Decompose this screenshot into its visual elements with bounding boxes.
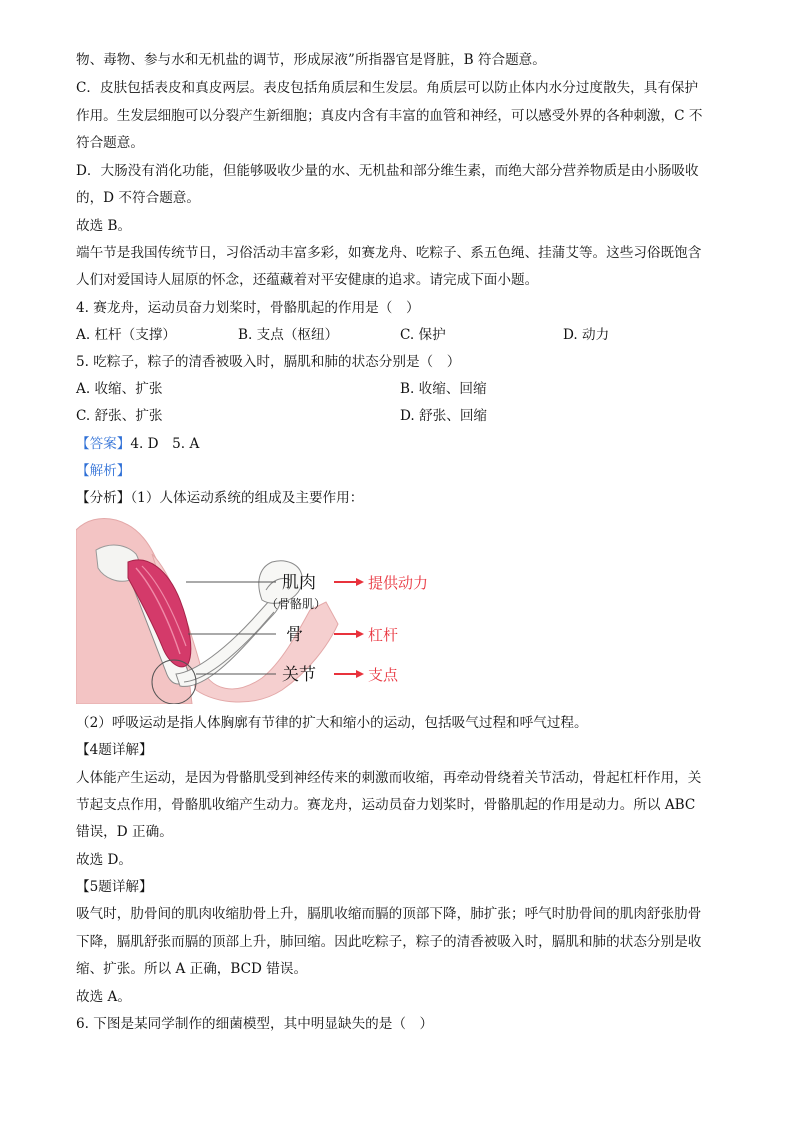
arrow-icon [334, 670, 364, 678]
joint-role-label: 支点 [368, 666, 399, 684]
arrow-icon [334, 578, 364, 586]
text-line: 故选 A。 [76, 989, 131, 1005]
answer-tag: 【答案】 [76, 436, 131, 452]
bone-label: 骨 [286, 625, 303, 645]
muscle-role-label: 提供动力 [368, 574, 429, 592]
arm-movement-diagram [76, 514, 456, 704]
text-line: 缩、扩张。所以 A 正确，BCD 错误。 [76, 961, 308, 977]
answer-line [76, 434, 199, 454]
text-line: 符合题意。 [76, 135, 144, 151]
text-line: 错误，D 正确。 [76, 824, 173, 840]
q5-option-b: B. 收缩、回缩 [400, 381, 487, 397]
text-line: 人们对爱国诗人屈原的怀念，还蕴藏着对平安健康的追求。请完成下面小题。 [76, 272, 539, 288]
text-line: 吸气时，肋骨间的肌肉收缩肋骨上升，膈肌收缩而膈的顶部下降，肺扩张；呼气时肋骨间的肌肉舒张肋骨 [76, 906, 702, 922]
q4-option-c: C. 保护 [400, 327, 446, 343]
text-line: 的，D 不符合题意。 [76, 190, 200, 206]
text-line: 端午节是我国传统节日，习俗活动丰富多彩，如赛龙舟、吃粽子、系五色绳、挂蒲艾等。这些习俗既饱含 [76, 245, 702, 261]
q5-option-a: A. 收缩、扩张 [76, 381, 163, 397]
question-6-stem: 6. 下图是某同学制作的细菌模型，其中明显缺失的是（ ） [76, 1016, 434, 1032]
section-heading: 【4题详解】 [76, 742, 153, 758]
text-line: （2）呼吸运动是指人体胸廓有节律的扩大和缩小的运动，包括吸气过程和呼气过程。 [76, 715, 588, 731]
q5-option-d: D. 舒张、回缩 [400, 408, 488, 424]
text-line: 故选 B。 [76, 218, 132, 234]
bone-role-label: 杠杆 [368, 626, 399, 644]
arrow-icon [334, 630, 364, 638]
q4-option-b: B. 支点（枢纽） [238, 327, 339, 343]
text-line: 节起支点作用，骨骼肌收缩产生动力。赛龙舟，运动员奋力划桨时，骨骼肌起的作用是动力。所以 ABC [76, 797, 696, 813]
q5-option-c: C. 舒张、扩张 [76, 408, 163, 424]
text-line: 下降，膈肌舒张而膈的顶部上升，肺回缩。因此吃粽子，粽子的清香被吸入时，膈肌和肺的状态分别是收 [76, 934, 702, 950]
text-line: C．皮肤包括表皮和真皮两层。表皮包括角质层和生发层。角质层可以防止体内水分过度散失，具有保护 [76, 80, 699, 96]
text-line: 故选 D。 [76, 852, 133, 868]
text-line: 作用。生发层细胞可以分裂产生新细胞；真皮内含有丰富的血管和神经，可以感受外界的各种刺激，C 不 [76, 108, 703, 124]
text-line: 人体能产生运动，是因为骨骼肌受到神经传来的刺激而收缩，再牵动骨绕着关节活动，骨起杠杆作用，关 [76, 770, 702, 786]
section-heading: 【5题详解】 [76, 879, 153, 895]
text-line: D．大肠没有消化功能，但能够吸收少量的水、无机盐和部分维生素，而绝大部分营养物质是由小肠吸收 [76, 163, 699, 179]
text-line: 物、毒物、参与水和无机盐的调节，形成尿液”所指器官是肾脏，B 符合题意。 [76, 52, 546, 68]
answer-text: 4. D 5. A [130, 436, 200, 452]
muscle-label: 肌肉 [282, 573, 316, 593]
q4-option-a: A. 杠杆（支撑） [76, 327, 177, 343]
muscle-sub-label: （骨骼肌） [266, 597, 327, 611]
question-5-stem: 5. 吃粽子，粽子的清香被吸入时，膈肌和肺的状态分别是（ ） [76, 354, 461, 370]
joint-label: 关节 [282, 665, 316, 685]
analysis-tag: 【解析】 [76, 463, 131, 479]
analysis-intro: 【分析】（1）人体运动系统的组成及主要作用： [76, 490, 364, 506]
q4-option-d: D. 动力 [563, 327, 610, 343]
question-4-stem: 4. 赛龙舟，运动员奋力划桨时，骨骼肌起的作用是（ ） [76, 300, 420, 316]
